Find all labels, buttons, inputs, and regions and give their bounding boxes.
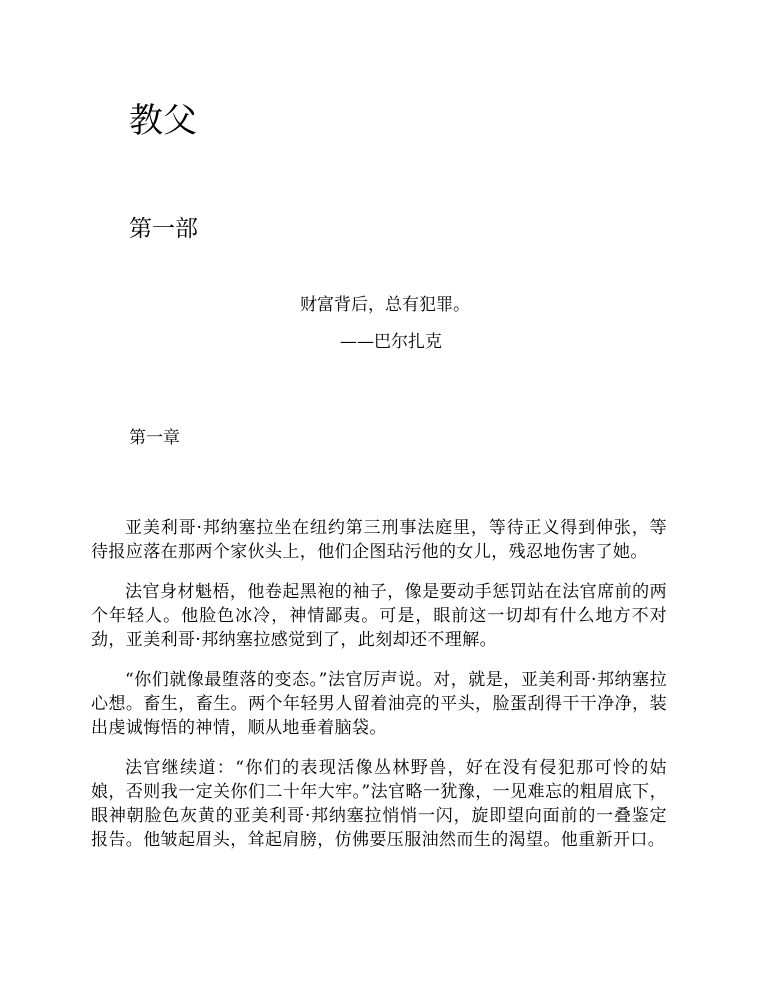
chapter-title: 第一章 (129, 428, 180, 448)
chapter-body (91, 516, 667, 868)
paragraph: “你们就像最堕落的变态。”法官厉声说。对，就是，亚美利哥·邦纳塞拉心想。畜生，畜生。两个年轻男人留着油亮的平头，脸蛋刮得干干净净，装出虔诚悔悟的神情，顺从地垂着脑袋。 (91, 670, 667, 738)
book-title: 教父 (129, 101, 197, 141)
part-title: 第一部 (129, 216, 198, 242)
paragraph: 法官身材魁梧，他卷起黑袍的袖子，像是要动手惩罚站在法官席前的两个年轻人。他脸色冰冷，神情鄙夷。可是，眼前这一切却有什么地方不对劲，亚美利哥·邦纳塞拉感觉到了，此刻却还不理解。 (91, 582, 667, 650)
paragraph: 法官继续道：“你们的表现活像丛林野兽，好在没有侵犯那可怜的姑娘，否则我一定关你们二十年大牢。”法官略一犹豫，一见难忘的粗眉底下，眼神朝脸色灰黄的亚美利哥·邦纳塞拉悄悄一闪，旋即望向面前的一叠鉴定报告。他皱起眉头，耸起肩膀，仿佛要压服油然而生的渴望。他重新开口。 (91, 758, 667, 850)
epigraph-quote: 财富背后，总有犯罪。 (300, 295, 470, 315)
paragraph: 亚美利哥·邦纳塞拉坐在纽约第三刑事法庭里，等待正义得到伸张，等待报应落在那两个家伙头上，他们企图玷污他的女儿，残忍地伤害了她。 (91, 518, 667, 562)
epigraph-author: ——巴尔扎克 (340, 332, 442, 352)
